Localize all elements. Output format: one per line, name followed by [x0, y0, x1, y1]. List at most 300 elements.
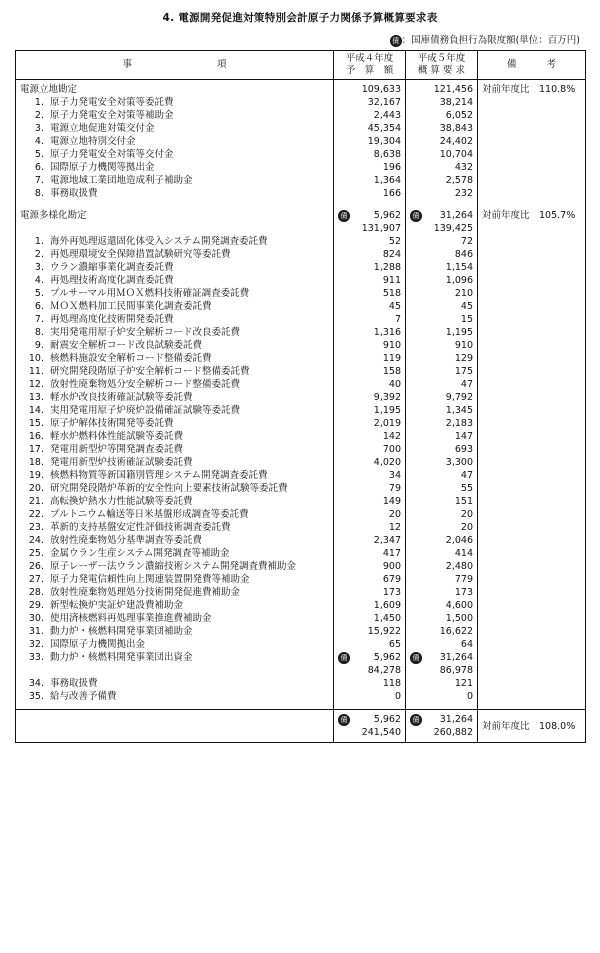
- item-text: [20, 300, 329, 313]
- item-fy5: [406, 391, 478, 404]
- item-label: 放射性廃棄物処理処分技術開発促進費補助金: [50, 587, 241, 598]
- item-fy5: [406, 534, 478, 547]
- amount: 2,183: [445, 418, 473, 429]
- debt-mark-icon: 債: [338, 210, 350, 222]
- amount: 0: [466, 691, 473, 702]
- amount: 131,907: [361, 223, 401, 234]
- amount: 55: [460, 483, 473, 494]
- item-text: [20, 248, 329, 261]
- item-number: 32.: [28, 639, 44, 650]
- item-number: 33.: [28, 652, 44, 663]
- item-text: [20, 417, 329, 430]
- item-cell: [16, 638, 334, 651]
- item-fy4: [334, 573, 406, 586]
- item-label: 電源立地特別交付金: [50, 136, 136, 147]
- item-fy4: [334, 313, 406, 326]
- header-item-a: 事: [122, 59, 132, 70]
- amount: 147: [454, 431, 473, 442]
- item-fy4: [334, 469, 406, 482]
- item-fy5: [406, 352, 478, 365]
- item-label: 発電用新型炉技術確証試験委託費: [50, 457, 193, 468]
- amount: 693: [454, 444, 473, 455]
- item-fy4: [334, 326, 406, 339]
- item-cell: [16, 339, 334, 352]
- amount: 196: [382, 162, 401, 173]
- item-label: 実用発電用原子炉廃炉設備確証試験等委託費: [50, 405, 241, 416]
- item-label: 国際原子力機関拠出金: [50, 639, 146, 650]
- amount: 9,792: [445, 392, 473, 403]
- item-fy4: [334, 625, 406, 638]
- item-fy5: [406, 339, 478, 352]
- item-text: [20, 287, 329, 300]
- amount: 432: [454, 162, 473, 173]
- amount: 3,300: [445, 457, 473, 468]
- amount: 175: [454, 366, 473, 377]
- amount: 40: [388, 379, 401, 390]
- item-number: 8.: [34, 327, 44, 338]
- amount: 8,638: [373, 149, 401, 160]
- table-row: [16, 417, 586, 430]
- item-fy4: [334, 430, 406, 443]
- table-row: [16, 235, 586, 248]
- item-cell: [16, 547, 334, 560]
- item-number: 26.: [28, 561, 44, 572]
- amount: 86,978: [439, 665, 473, 676]
- table-row: [16, 443, 586, 456]
- table-row: [16, 135, 586, 148]
- item-text: [20, 469, 329, 482]
- debt-line: [338, 713, 401, 726]
- item-text: [20, 430, 329, 443]
- item-note: [478, 573, 586, 586]
- item-cell: [16, 586, 334, 599]
- item-label: 原子レーザー法ウラン濃縮技術システム開発調査費補助金: [50, 561, 297, 572]
- item-fy4: [334, 391, 406, 404]
- item-note: [478, 261, 586, 274]
- item-label: プルサーマル用ＭＯＸ燃料技術確証調査委託費: [50, 288, 250, 299]
- item-cell: [16, 625, 334, 638]
- item-note: [478, 248, 586, 261]
- table-row: [16, 586, 586, 599]
- item-cell: [16, 248, 334, 261]
- amount: 129: [454, 353, 473, 364]
- amount: 1,500: [445, 613, 473, 624]
- amount: 1,195: [445, 327, 473, 338]
- table-header: [16, 51, 586, 80]
- table-row: [16, 521, 586, 534]
- item-fy4: [334, 560, 406, 573]
- amount: 79: [388, 483, 401, 494]
- amount: 149: [382, 496, 401, 507]
- item-cell: [16, 365, 334, 378]
- item-note: [478, 135, 586, 148]
- item-fy4: [334, 690, 406, 703]
- item-text: [20, 352, 329, 365]
- item-number: 16.: [28, 431, 44, 442]
- item-text: [20, 534, 329, 547]
- item-text: [20, 261, 329, 274]
- item-fy4: [334, 109, 406, 122]
- item-note: [478, 339, 586, 352]
- table-row: [16, 560, 586, 573]
- item-fy5: [406, 161, 478, 174]
- table-row: [16, 161, 586, 174]
- item-note: [478, 547, 586, 560]
- debt-mark-icon: 債: [410, 652, 422, 664]
- amount: 824: [382, 249, 401, 260]
- table-body: [16, 80, 586, 743]
- item-fy4: [334, 339, 406, 352]
- item-cell: [16, 148, 334, 161]
- item-number: 23.: [28, 522, 44, 533]
- debt-amount: 5,962: [373, 210, 401, 221]
- table-row: [16, 187, 586, 200]
- amount: 846: [454, 249, 473, 260]
- debt-amount: 31,264: [439, 652, 473, 663]
- item-label: 核燃料物質等新国籍別管理システム開発調査委託費: [50, 470, 268, 481]
- item-fy5: [406, 430, 478, 443]
- debt-mark-icon: 債: [410, 210, 422, 222]
- amount: 0: [394, 691, 401, 702]
- table-row: [16, 690, 586, 703]
- item-cell: [16, 261, 334, 274]
- amount: 910: [454, 340, 473, 351]
- item-fy5: [406, 174, 478, 187]
- table-row: [16, 573, 586, 586]
- amount: 121,456: [433, 84, 473, 95]
- debt-line: [338, 651, 401, 664]
- unit-note: [390, 32, 580, 47]
- item-cell: [16, 300, 334, 313]
- table-row: [16, 287, 586, 300]
- amount: 47: [460, 470, 473, 481]
- header-fy4-line1: 平成４年度: [345, 53, 394, 64]
- amount: 20: [460, 522, 473, 533]
- amount: 2,347: [373, 535, 401, 546]
- table-row: [16, 391, 586, 404]
- budget-table: [15, 50, 586, 743]
- item-text: [20, 235, 329, 248]
- item-number: 18.: [28, 457, 44, 468]
- item-text: [20, 677, 329, 690]
- amount: 142: [382, 431, 401, 442]
- item-fy4: [334, 96, 406, 109]
- amount: 139,425: [433, 223, 473, 234]
- item-cell: [16, 378, 334, 391]
- amount: 1,195: [373, 405, 401, 416]
- item-cell: [16, 443, 334, 456]
- item-fy5: [406, 625, 478, 638]
- item-note: [478, 560, 586, 573]
- total-fy5: [406, 710, 478, 743]
- item-label: 原子力発電安全対策等補助金: [50, 110, 174, 121]
- debt-line: [410, 651, 473, 664]
- item-fy4: [334, 287, 406, 300]
- item-note: [478, 274, 586, 287]
- amount: 151: [454, 496, 473, 507]
- table-row: [16, 625, 586, 638]
- item-fy4: [334, 352, 406, 365]
- item-fy5: [406, 326, 478, 339]
- item-number: 6.: [34, 301, 44, 312]
- item-fy4: [334, 586, 406, 599]
- item-fy5: [406, 456, 478, 469]
- amount: 7: [394, 314, 401, 325]
- header-fy5: [406, 51, 478, 80]
- item-text: [20, 560, 329, 573]
- amount: 4,020: [373, 457, 401, 468]
- item-number: 25.: [28, 548, 44, 559]
- item-fy4: [334, 508, 406, 521]
- item-number: 5.: [34, 288, 44, 299]
- amount: 38,214: [439, 97, 473, 108]
- item-number: 29.: [28, 600, 44, 611]
- item-number: 13.: [28, 392, 44, 403]
- item-label: プルトニウム輸送等日米基盤形成調査等委託費: [50, 509, 249, 520]
- item-fy5: [406, 612, 478, 625]
- item-fy5: [406, 547, 478, 560]
- debt-amount: 31,264: [439, 210, 473, 221]
- account-row: [16, 80, 586, 97]
- account-note: 対前年度比 110.8%: [478, 80, 586, 97]
- item-text: [20, 456, 329, 469]
- item-note: [478, 378, 586, 391]
- item-fy5: [406, 187, 478, 200]
- item-cell: [16, 651, 334, 677]
- item-fy5: [406, 677, 478, 690]
- item-note: [478, 109, 586, 122]
- item-label: 動力炉・核燃料開発事業団出資金: [50, 652, 193, 663]
- item-fy5: [406, 404, 478, 417]
- item-note: [478, 148, 586, 161]
- table-row: [16, 313, 586, 326]
- table-row: [16, 96, 586, 109]
- item-note: [478, 521, 586, 534]
- total-row: [16, 710, 586, 743]
- amount: 232: [454, 188, 473, 199]
- table-row: [16, 122, 586, 135]
- amount: 12: [388, 522, 401, 533]
- item-cell: [16, 274, 334, 287]
- amount: 417: [382, 548, 401, 559]
- item-label: 軽水炉改良技術確証試験等委託費: [50, 392, 193, 403]
- item-number: 20.: [28, 483, 44, 494]
- account-row: [16, 206, 586, 235]
- item-cell: [16, 109, 334, 122]
- item-fy5: [406, 96, 478, 109]
- amount: 38,843: [439, 123, 473, 134]
- item-note: [478, 122, 586, 135]
- table-row: [16, 534, 586, 547]
- account-name: 電源多様化勘定: [16, 206, 334, 235]
- item-fy4: [334, 456, 406, 469]
- item-note: [478, 443, 586, 456]
- item-label: 耐震安全解析コード改良試験委託費: [50, 340, 203, 351]
- amount: 45,354: [367, 123, 401, 134]
- item-cell: [16, 482, 334, 495]
- item-fy5: [406, 599, 478, 612]
- item-text: [20, 109, 329, 122]
- item-fy5: [406, 469, 478, 482]
- item-text: [20, 690, 329, 703]
- item-cell: [16, 326, 334, 339]
- item-fy5: [406, 482, 478, 495]
- item-label: 新型転換炉実証炉建設費補助金: [50, 600, 184, 611]
- item-note: [478, 495, 586, 508]
- item-text: [20, 586, 329, 599]
- item-label: 原子力発電信頼性向上関連装置開発費等補助金: [50, 574, 250, 585]
- item-label: 金属ウラン生産システム開発調査等補助金: [50, 548, 230, 559]
- item-fy5: [406, 287, 478, 300]
- amount: 241,540: [361, 727, 401, 738]
- item-fy4: [334, 135, 406, 148]
- header-item: [16, 51, 334, 80]
- amount: 24,402: [439, 136, 473, 147]
- table-row: [16, 677, 586, 690]
- account-fy5: [406, 206, 478, 235]
- amount: 10,704: [439, 149, 473, 160]
- item-fy4: [334, 187, 406, 200]
- item-text: [20, 313, 329, 326]
- table-row: [16, 599, 586, 612]
- account-fy4: [334, 206, 406, 235]
- amount: 900: [382, 561, 401, 572]
- amount: 19,304: [367, 136, 401, 147]
- item-cell: [16, 187, 334, 200]
- item-number: 8.: [34, 188, 44, 199]
- amount: 6,052: [445, 110, 473, 121]
- item-label: 事務取扱費: [50, 678, 98, 689]
- item-fy4: [334, 677, 406, 690]
- amount: 15,922: [367, 626, 401, 637]
- debt-line: [338, 209, 401, 222]
- item-number: 15.: [28, 418, 44, 429]
- item-note: [478, 235, 586, 248]
- amount: 45: [388, 301, 401, 312]
- item-fy5: [406, 261, 478, 274]
- item-number: 2.: [34, 110, 44, 121]
- item-number: 30.: [28, 613, 44, 624]
- item-fy5: [406, 313, 478, 326]
- account-name: 電源立地勘定: [16, 80, 334, 97]
- item-fy5: [406, 365, 478, 378]
- item-label: 給与改善予備費: [50, 691, 117, 702]
- table-row: [16, 404, 586, 417]
- item-fy5: [406, 235, 478, 248]
- item-cell: [16, 135, 334, 148]
- item-number: 12.: [28, 379, 44, 390]
- item-cell: [16, 430, 334, 443]
- item-note: [478, 174, 586, 187]
- item-number: 17.: [28, 444, 44, 455]
- account-fy5: [406, 80, 478, 97]
- amount: 84,278: [367, 665, 401, 676]
- header-note: [478, 51, 586, 80]
- amount: 20: [460, 509, 473, 520]
- item-fy4: [334, 443, 406, 456]
- item-label: 事務取扱費: [50, 188, 98, 199]
- amount: 47: [460, 379, 473, 390]
- item-label: 研究開発段階原子炉安全解析コード整備委託費: [50, 366, 250, 377]
- table-row: [16, 430, 586, 443]
- item-label: 使用済核燃料再処理事業推進費補助金: [50, 613, 212, 624]
- table-row: [16, 300, 586, 313]
- item-fy5: [406, 122, 478, 135]
- item-note: [478, 482, 586, 495]
- item-number: 7.: [34, 175, 44, 186]
- item-cell: [16, 391, 334, 404]
- item-label: 海外再処理返還固化体受入システム開発調査委託費: [50, 236, 268, 247]
- item-note: [478, 508, 586, 521]
- item-label: 原子力発電安全対策等交付金: [50, 149, 174, 160]
- item-label: 再処理高度化技術開発委託費: [50, 314, 174, 325]
- amount: 72: [460, 236, 473, 247]
- table-row: [16, 456, 586, 469]
- item-number: 10.: [28, 353, 44, 364]
- amount: 32,167: [367, 97, 401, 108]
- item-cell: [16, 573, 334, 586]
- item-number: 11.: [28, 366, 44, 377]
- header-note-a: 備: [506, 59, 517, 70]
- item-label: ＭＯＸ燃料加工民間事業化調査委託費: [50, 301, 212, 312]
- amount: 4,600: [445, 600, 473, 611]
- item-number: 4.: [34, 136, 44, 147]
- item-text: [20, 573, 329, 586]
- amount: 52: [388, 236, 401, 247]
- item-note: [478, 161, 586, 174]
- item-label: 発電用新型炉等開発調査委託費: [50, 444, 184, 455]
- item-note: [478, 625, 586, 638]
- header-fy5-line1: 平成５年度: [417, 53, 466, 64]
- item-label: 電源地域工業団地造成利子補助金: [50, 175, 193, 186]
- item-fy4: [334, 174, 406, 187]
- amount: 2,480: [445, 561, 473, 572]
- item-fy5: [406, 443, 478, 456]
- item-number: 3.: [34, 262, 44, 273]
- item-label: 電源立地促進対策交付金: [50, 123, 155, 134]
- item-number: 14.: [28, 405, 44, 416]
- item-cell: [16, 521, 334, 534]
- header-fy5-line2: 概 算 要 求: [417, 65, 466, 76]
- amount: 118: [382, 678, 401, 689]
- item-cell: [16, 534, 334, 547]
- total-label: [16, 710, 334, 743]
- item-text: [20, 122, 329, 135]
- item-note: [478, 313, 586, 326]
- amount: 109,633: [361, 84, 401, 95]
- item-fy5: [406, 378, 478, 391]
- amount: 1,316: [373, 327, 401, 338]
- amount: 1,345: [445, 405, 473, 416]
- table-row: [16, 274, 586, 287]
- item-fy5: [406, 586, 478, 599]
- item-number: 22.: [28, 509, 44, 520]
- item-note: [478, 404, 586, 417]
- item-note: [478, 612, 586, 625]
- amount: 518: [382, 288, 401, 299]
- item-label: 原子炉解体技術開発等委託費: [50, 418, 174, 429]
- item-cell: [16, 417, 334, 430]
- item-cell: [16, 96, 334, 109]
- item-note: [478, 456, 586, 469]
- item-fy4: [334, 274, 406, 287]
- item-label: 再処理技術高度化調査委託費: [50, 275, 174, 286]
- item-fy5: [406, 109, 478, 122]
- item-text: [20, 274, 329, 287]
- amount: 119: [382, 353, 401, 364]
- account-note: 対前年度比 105.7%: [478, 206, 586, 235]
- item-number: 28.: [28, 587, 44, 598]
